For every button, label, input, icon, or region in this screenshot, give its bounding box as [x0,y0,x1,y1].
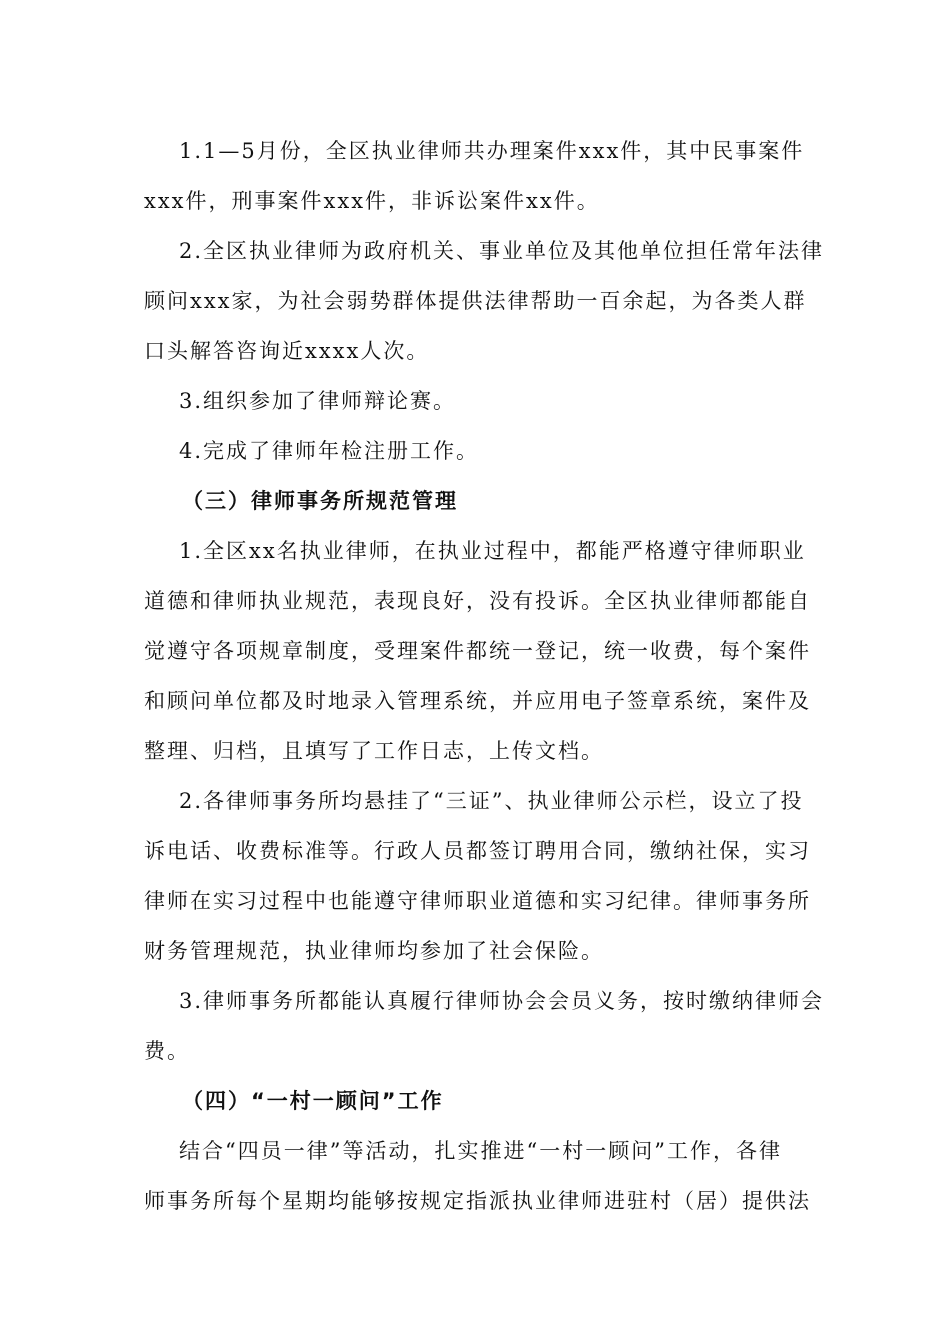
paragraph-line: 2.全区执业律师为政府机关、事业单位及其他单位担任常年法律 [179,239,825,263]
paragraph-line: 费。 [144,1039,190,1063]
paragraph-line: 3.律师事务所都能认真履行律师协会会员义务，按时缴纳律师会 [179,989,825,1013]
section-heading: （三）律师事务所规范管理 [182,489,458,513]
paragraph-line: 诉电话、收费标准等。行政人员都签订聘用合同，缴纳社保，实习 [144,839,811,863]
paragraph-line: 觉遵守各项规章制度，受理案件都统一登记，统一收费，每个案件 [144,639,811,663]
paragraph-line: 结合“四员一律”等活动，扎实推进“一村一顾问”工作，各律 [179,1139,782,1163]
paragraph-line: 道德和律师执业规范，表现良好，没有投诉。全区执业律师都能自 [144,589,811,613]
paragraph-line: 2.各律师事务所均悬挂了“三证”、执业律师公示栏，设立了投 [179,789,804,813]
paragraph-line: 4.完成了律师年检注册工作。 [179,439,480,463]
paragraph-line: 1.全区xx名执业律师，在执业过程中，都能严格遵守律师职业 [179,539,806,563]
paragraph-line: 顾问xxx家，为社会弱势群体提供法律帮助一百余起，为各类人群 [144,289,807,313]
paragraph-line: 师事务所每个星期均能够按规定指派执业律师进驻村（居）提供法 [144,1189,811,1213]
paragraph-line: 3.组织参加了律师辩论赛。 [179,389,457,413]
paragraph-line: 口头解答咨询近xxxx人次。 [144,339,430,363]
paragraph-line: 整理、归档，且填写了工作日志，上传文档。 [144,739,604,763]
paragraph-line: 和顾问单位都及时地录入管理系统，并应用电子签章系统，案件及 [144,689,811,713]
paragraph-line: 财务管理规范，执业律师均参加了社会保险。 [144,939,604,963]
paragraph-line: xxx件，刑事案件xxx件，非诉讼案件xx件。 [144,189,600,213]
paragraph-line: 律师在实习过程中也能遵守律师职业道德和实习纪律。律师事务所 [144,889,811,913]
paragraph-line: 1.1—5月份，全区执业律师共办理案件xxx件，其中民事案件 [179,139,805,163]
section-heading: （四）“一村一顾问”工作 [182,1089,444,1113]
document-body [144,126,825,1226]
